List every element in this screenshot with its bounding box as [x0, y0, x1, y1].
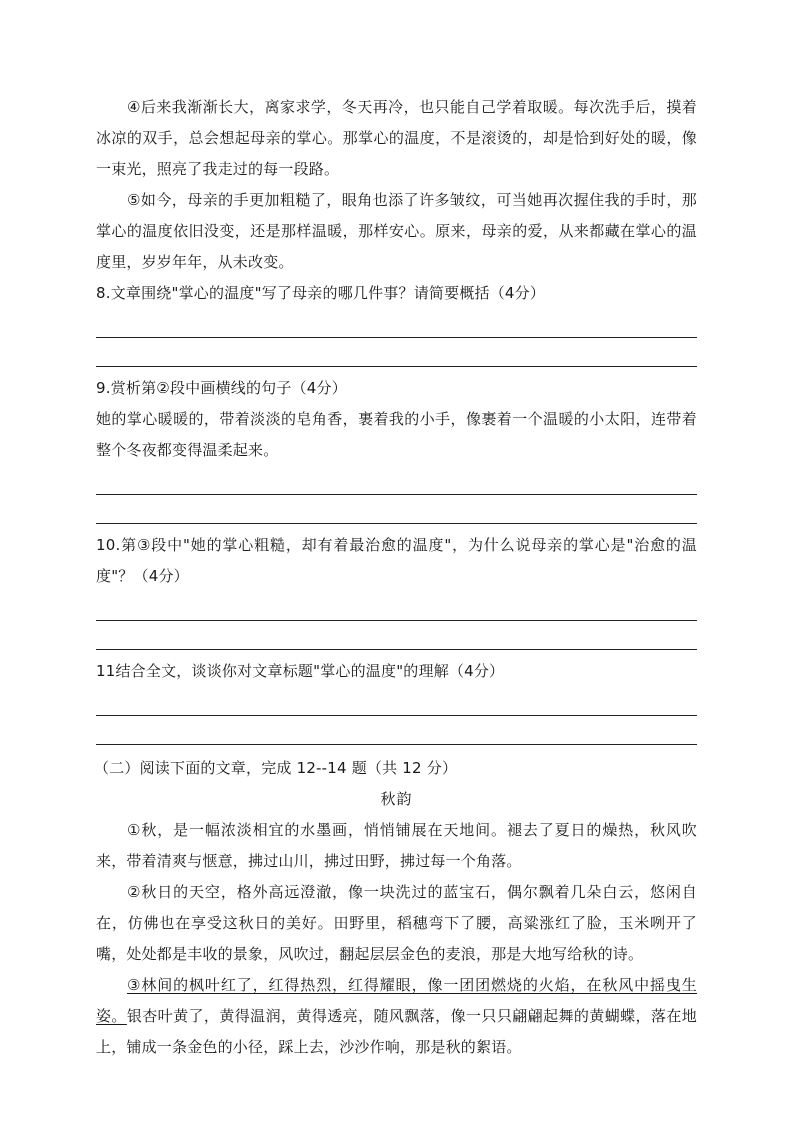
answer-line[interactable]	[96, 592, 697, 621]
essay-paragraph-3	[96, 970, 697, 1063]
essay-paragraph-2: ②秋日的天空，格外高远澄澈，像一块洗过的蓝宝石，偶尔飘着几朵白云，悠闲自在，仿佛也在享受这秋日的美好。田野里，稻穗弯下了腰，高粱涨红了脸，玉米咧开了嘴，处处都是丰收的景象，风吹过，翻起层层金色的麦浪，那是大地写给秋的诗。	[96, 883, 697, 963]
question-10	[96, 530, 697, 650]
question-10-prompt: 10.第③段中"她的掌心粗糙，却有着最治愈的温度"，为什么说母亲的掌心是"治愈的温度"？（4分）	[96, 536, 697, 585]
section-2-reading	[96, 753, 697, 1063]
paragraph-5: ⑤如今，母亲的手更加粗糙了，眼角也添了许多皱纹，可当她再次握住我的手时，那掌心的温度依旧没变，还是那样温暖，那样安心。原来，母亲的爱，从来都藏在掌心的温度里，岁岁年年，从未改变。	[96, 191, 697, 271]
answer-line[interactable]	[96, 687, 697, 716]
passage-palm-warmth	[96, 92, 697, 278]
answer-line[interactable]	[96, 309, 697, 338]
answer-line[interactable]	[96, 466, 697, 495]
underlined-sentence: ③林间的枫叶红了，红得热烈，红得耀眼，像一团团燃烧的火焰，在秋风中摇曳生姿。	[96, 976, 697, 1025]
question-8-prompt: 8.文章围绕"掌心的温度"写了母亲的哪几件事？请简要概括（4分）	[96, 284, 546, 302]
essay-paragraph-1: ①秋，是一幅浓淡相宜的水墨画，悄悄铺展在天地间。褪去了夏日的燥热，秋风吹来，带着清爽与惬意，拂过山川，拂过田野，拂过每一个角落。	[96, 821, 697, 870]
question-11-prompt: 11结合全文，谈谈你对文章标题"掌心的温度"的理解（4分）	[96, 662, 505, 680]
question-9-quote: 她的掌心暖暖的，带着淡淡的皂角香，裹着我的小手，像裹着一个温暖的小太阳，连带着整个冬夜都变得温柔起来。	[96, 410, 697, 459]
answer-line[interactable]	[96, 716, 697, 745]
answer-line[interactable]	[96, 495, 697, 524]
section-2-heading: （二）阅读下面的文章，完成 12--14 题（共 12 分）	[94, 759, 458, 777]
question-9	[96, 373, 697, 524]
question-9-prompt: 9.赏析第②段中画横线的句子（4分）	[96, 379, 347, 397]
paragraph-3-rest: 银杏叶黄了，黄得温润，黄得透亮，随风飘落，像一只只翩翩起舞的黄蝴蝶，落在地上，铺成一条金色的小径，踩上去，沙沙作响，那是秋的絮语。	[96, 1007, 698, 1056]
essay-title: 秋韵	[380, 790, 413, 808]
question-11	[96, 656, 697, 745]
question-8	[96, 278, 697, 367]
paragraph-4: ④后来我渐渐长大，离家求学，冬天再冷，也只能自己学着取暖。每次洗手后，摸着冰凉的双手，总会想起母亲的掌心。那掌心的温度，不是滚烫的，却是恰到好处的暖，像一束光，照亮了我走过的每一段路。	[96, 98, 697, 178]
answer-line[interactable]	[96, 621, 697, 650]
answer-line[interactable]	[96, 338, 697, 367]
